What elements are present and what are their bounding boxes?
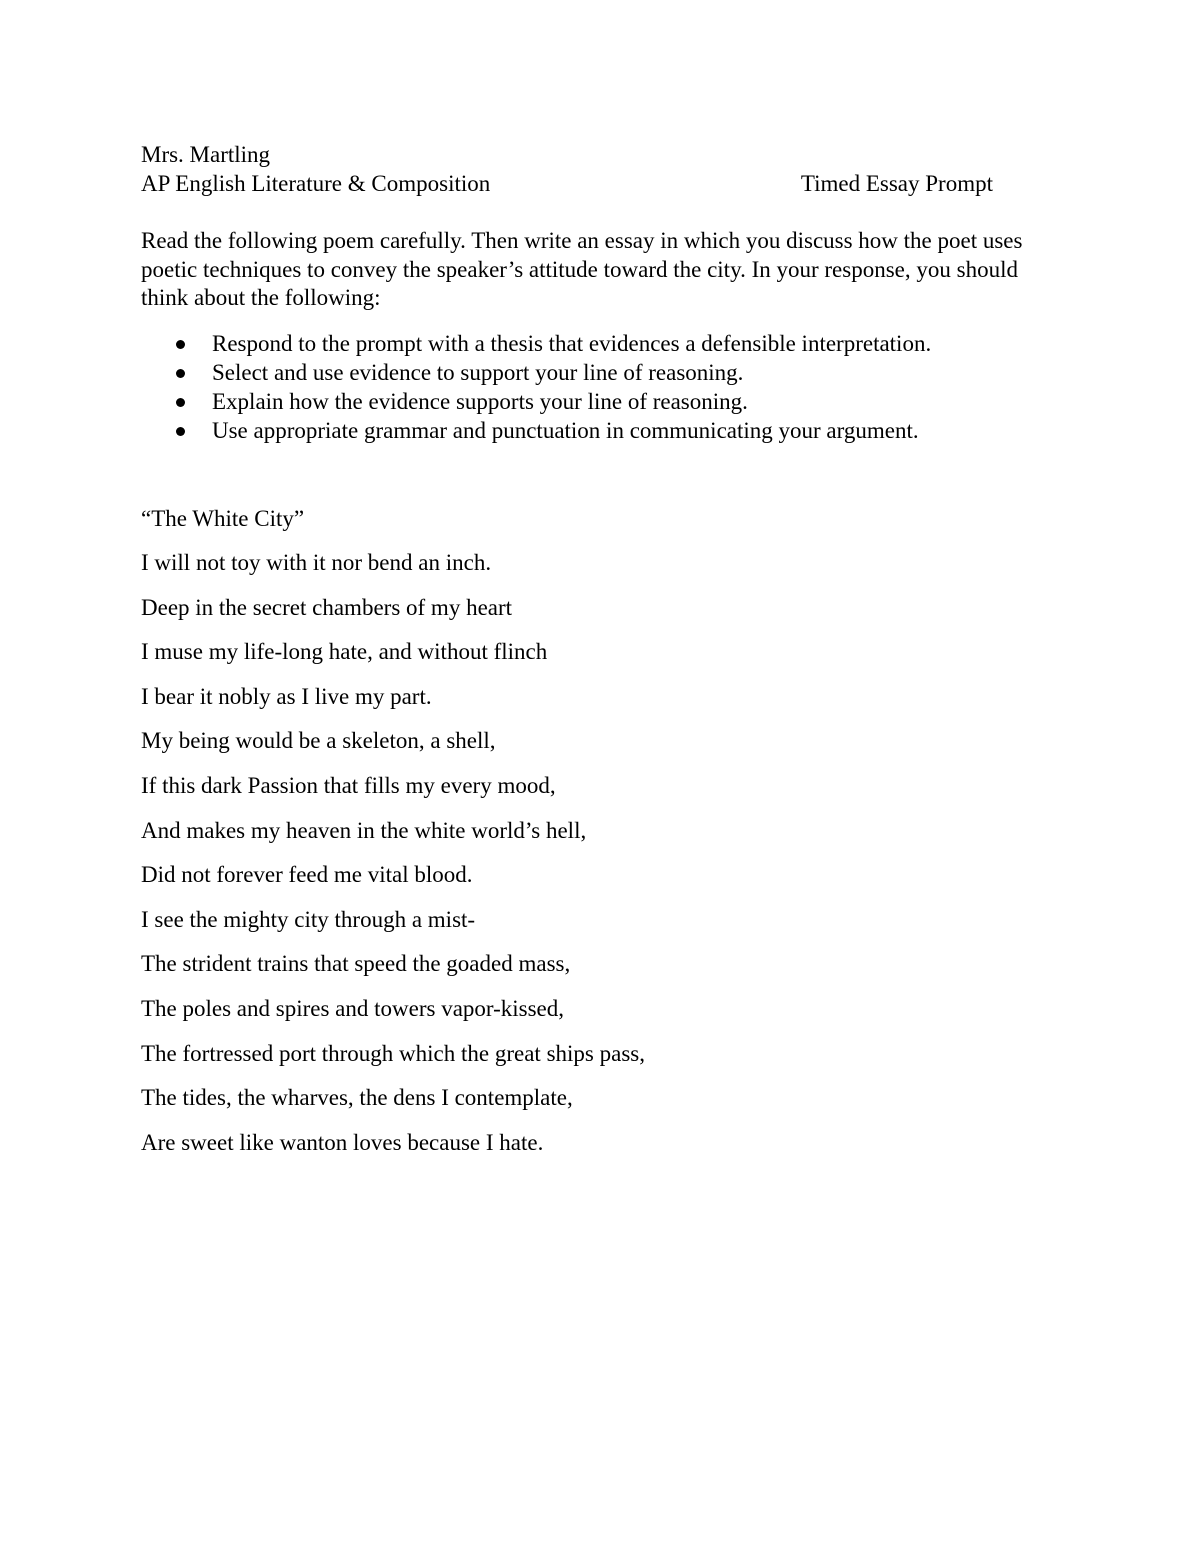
poem-line: The tides, the wharves, the dens I contemplate,	[141, 1085, 573, 1111]
poem-line: My being would be a skeleton, a shell,	[141, 728, 496, 754]
prompt-text: Read the following poem carefully. Then write an essay in which you discuss how the poet uses poetic techniques to convey the speaker’s attitude toward the city. In your response, you should think about the following:	[141, 228, 1023, 310]
requirement-item	[141, 416, 1071, 445]
poem-line: The poles and spires and towers vapor-kissed,	[141, 995, 565, 1021]
requirements-list	[141, 329, 1071, 445]
poem-title: “The White City”	[141, 506, 305, 531]
document-type: Timed Essay Prompt	[800, 171, 993, 196]
poem-line: The fortressed port through which the great ships pass,	[141, 1040, 645, 1066]
poem-line: I muse my life-long hate, and without flinch	[141, 639, 548, 665]
bullet-icon	[176, 398, 185, 407]
poem-line: I bear it nobly as I live my part.	[141, 683, 432, 709]
requirement-item	[141, 329, 1071, 358]
poem-line: I see the mighty city through a mist-	[141, 906, 476, 932]
requirement-text: Select and use evidence to support your line of reasoning.	[212, 360, 744, 385]
poem-line: Are sweet like wanton loves because I hate.	[141, 1129, 544, 1155]
requirement-item	[141, 358, 1071, 387]
document-header	[141, 140, 1001, 198]
poem	[141, 503, 841, 1171]
poem-line: I will not toy with it nor bend an inch.	[141, 550, 492, 575]
prompt-instructions	[141, 227, 1041, 313]
requirement-text: Respond to the prompt with a thesis that evidences a defensible interpretation.	[212, 331, 932, 356]
bullet-icon	[176, 427, 185, 436]
poem-line: And makes my heaven in the white world’s hell,	[141, 817, 587, 843]
bullet-icon	[176, 369, 185, 378]
teacher-name: Mrs. Martling	[141, 142, 271, 167]
poem-line: Did not forever feed me vital blood.	[141, 862, 473, 888]
bullet-icon	[176, 340, 185, 349]
requirement-text: Use appropriate grammar and punctuation in communicating your argument.	[212, 418, 919, 443]
requirement-text: Explain how the evidence supports your line of reasoning.	[212, 389, 748, 414]
poem-line: The strident trains that speed the goaded mass,	[141, 951, 571, 977]
poem-line: Deep in the secret chambers of my heart	[141, 594, 513, 620]
course-title: AP English Literature & Composition	[141, 171, 491, 196]
requirement-item	[141, 387, 1071, 416]
course-row	[141, 169, 1001, 198]
poem-line: If this dark Passion that fills my every mood,	[141, 772, 556, 798]
